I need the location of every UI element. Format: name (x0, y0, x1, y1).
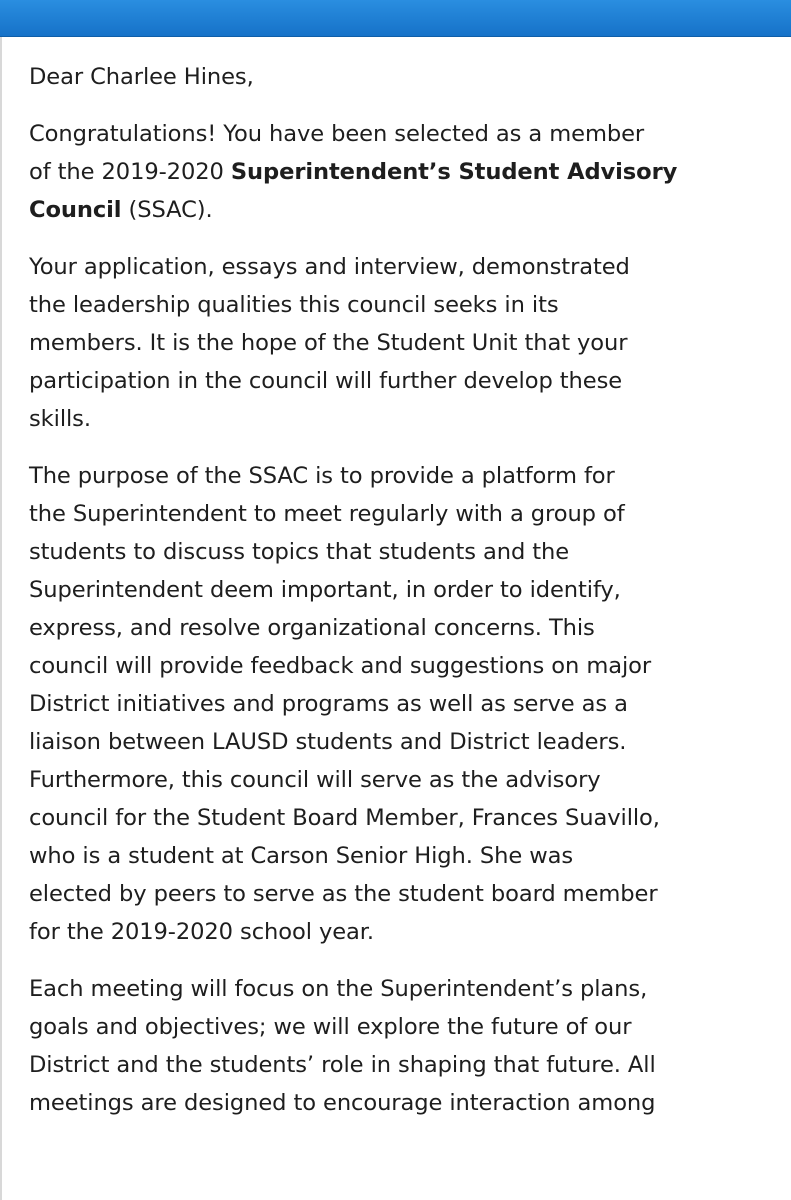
text-line: Your application, essays and interview, demonstrated (29, 254, 630, 280)
text-line: liaison between LAUSD students and District leaders. (29, 729, 627, 755)
greeting: Dear Charlee Hines, (29, 64, 254, 90)
text-line: The purpose of the SSAC is to provide a platform for (29, 463, 615, 489)
text-line: Council (SSAC). (29, 197, 213, 223)
text-line: District and the students’ role in shaping that future. All (29, 1052, 656, 1078)
email-body (29, 58, 729, 1141)
text-line: for the 2019-2020 school year. (29, 919, 374, 945)
window-header-bar (0, 0, 791, 37)
text-line: of the 2019-2020 Superintendent’s Student Advisory (29, 159, 678, 185)
text-line: Furthermore, this council will serve as the advisory (29, 767, 601, 793)
text-line: members. It is the hope of the Student Unit that your (29, 330, 628, 356)
text-line: elected by peers to serve as the student board member (29, 881, 658, 907)
text-line: meetings are designed to encourage interaction among (29, 1090, 656, 1116)
text-line: council will provide feedback and suggestions on major (29, 653, 652, 679)
text-line: participation in the council will further develop these (29, 368, 623, 394)
text-line: Each meeting will focus on the Superintendent’s plans, (29, 976, 648, 1002)
text-line: Superintendent deem important, in order to identify, (29, 577, 621, 603)
paragraph-purpose (29, 457, 729, 951)
text-line: Congratulations! You have been selected as a member (29, 121, 645, 147)
text-line: students to discuss topics that students and the (29, 539, 570, 565)
paragraph-meetings (29, 970, 729, 1122)
text-line: goals and objectives; we will explore the future of our (29, 1014, 632, 1040)
text-line: council for the Student Board Member, Frances Suavillo, (29, 805, 660, 831)
text-line: express, and resolve organizational concerns. This (29, 615, 595, 641)
text-line: the Superintendent to meet regularly with a group of (29, 501, 625, 527)
text-line: the leadership qualities this council seeks in its (29, 292, 559, 318)
left-border (0, 37, 2, 1200)
text-line: skills. (29, 406, 91, 432)
text-line: who is a student at Carson Senior High. She was (29, 843, 574, 869)
text-line: District initiatives and programs as well as serve as a (29, 691, 628, 717)
council-name-bold: Superintendent’s Student Advisory (230, 159, 678, 185)
paragraph-application (29, 248, 729, 438)
paragraph-congratulations (29, 115, 729, 229)
council-name-bold: Council (29, 197, 122, 223)
